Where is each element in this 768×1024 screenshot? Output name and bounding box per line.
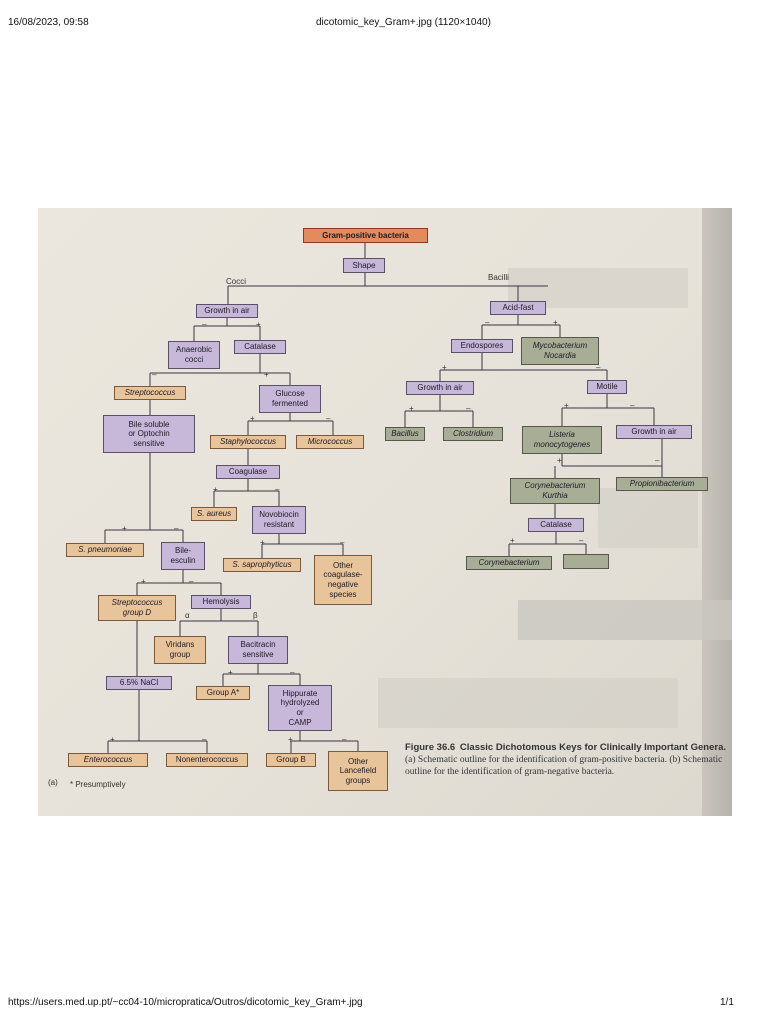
node-bacillus: Bacillus	[385, 427, 425, 441]
label-bacilli: Bacilli	[488, 273, 509, 282]
sign-plus-minus: +	[288, 735, 293, 744]
node-catalase-1: Catalase	[234, 340, 286, 354]
node-root: Gram-positive bacteria	[303, 228, 428, 243]
sign-plus-minus: +	[228, 668, 233, 677]
caption-text: (a) Schematic outline for the identification of gram-positive bacteria. (b) Schematic outline for the identification of gram-negative bacteria.	[405, 755, 723, 777]
sign-plus-minus: +	[110, 735, 115, 744]
node-hippurate: Hippurate hydrolyzed or CAMP	[268, 685, 332, 731]
print-page-number: 1/1	[720, 997, 734, 1008]
label-cocci: Cocci	[226, 277, 247, 286]
node-corynebacterium: Corynebacterium	[466, 556, 552, 570]
sign-plus-minus: –	[466, 404, 471, 413]
node-growth-air-bacilli: Growth in air	[406, 381, 474, 395]
sign-plus-minus: +	[260, 538, 265, 547]
node-listeria: Listeria monocytogenes	[522, 426, 602, 454]
node-bacitracin: Bacitracin sensitive	[228, 636, 288, 664]
node-staphylococcus: Staphylococcus	[210, 435, 286, 449]
node-coagulase: Coagulase	[216, 465, 280, 479]
sign-plus-minus: –	[202, 735, 207, 744]
node-hemolysis: Hemolysis	[191, 595, 251, 609]
node-mycobacterium: Mycobacterium Nocardia	[521, 337, 599, 365]
sign-plus-minus: –	[290, 668, 295, 677]
node-motile: Motile	[587, 380, 627, 394]
node-clostridium: Clostridium	[443, 427, 503, 441]
node-glucose-fermented: Glucose fermented	[259, 385, 321, 413]
sign-plus-minus: +	[564, 401, 569, 410]
label-panel-a: (a)	[48, 778, 58, 787]
node-anaerobic-cocci: Anaerobic cocci	[168, 341, 220, 369]
node-bile-esculin: Bile- esculin	[161, 542, 205, 570]
node-novobiocin: Novobiocin resistant	[252, 506, 306, 534]
sign-plus-minus: +	[553, 318, 558, 327]
node-growth-air-3: Growth in air	[616, 425, 692, 439]
node-acid-fast: Acid-fast	[490, 301, 546, 315]
sign-plus-minus: +	[557, 456, 562, 465]
sign-plus-minus: –	[655, 456, 660, 465]
sign-plus-minus: –	[579, 536, 584, 545]
print-datetime: 16/08/2023, 09:58	[8, 17, 89, 28]
caption-figure-number: Figure 36.6	[405, 742, 456, 753]
sign-plus-minus: +	[409, 404, 414, 413]
node-corynebacterium-kurthia: Corynebacterium Kurthia	[510, 478, 600, 504]
sign-plus-minus: –	[342, 735, 347, 744]
sign-plus-minus: –	[152, 370, 157, 379]
node-s-saprophyticus: S. saprophyticus	[223, 558, 301, 572]
sign-plus-minus: –	[340, 538, 345, 547]
sign-plus-minus: –	[189, 577, 194, 586]
sign-plus-minus: –	[485, 318, 490, 327]
sign-plus-minus: +	[250, 414, 255, 423]
node-catalase-2: Catalase	[528, 518, 584, 532]
figure-caption	[405, 742, 732, 778]
node-group-a: Group A*	[196, 686, 250, 700]
figure-photo	[38, 208, 732, 816]
sign-plus-minus: +	[213, 485, 218, 494]
print-url: https://users.med.up.pt/~cc04-10/micropratica/Outros/dicotomic_key_Gram+.jpg	[8, 997, 363, 1008]
print-title: dicotomic_key_Gram+.jpg (1120×1040)	[316, 17, 491, 28]
sign-plus-minus: –	[202, 320, 207, 329]
node-blank	[563, 554, 609, 569]
sign-plus-minus: –	[275, 485, 280, 494]
node-strep-group-d: Streptococcus group D	[98, 595, 176, 621]
sign-plus-minus: +	[510, 536, 515, 545]
node-other-coagulase: Other coagulase- negative species	[314, 555, 372, 605]
sign-plus-minus: –	[630, 401, 635, 410]
node-s-pneumoniae: S. pneumoniae	[66, 543, 144, 557]
node-propionibacterium: Propionibacterium	[616, 477, 708, 491]
sign-plus-minus: +	[264, 370, 269, 379]
label-footnote: * Presumptively	[70, 780, 126, 789]
sign-plus-minus: +	[122, 524, 127, 533]
sign-plus-minus: +	[141, 577, 146, 586]
node-nacl: 6.5% NaCl	[106, 676, 172, 690]
node-bile-soluble: Bile soluble or Optochin sensitive	[103, 415, 195, 453]
node-group-b: Group B	[266, 753, 316, 767]
sign-plus-minus: +	[256, 320, 261, 329]
sign-plus-minus: –	[326, 414, 331, 423]
sign-plus-minus: –	[596, 363, 601, 372]
node-s-aureus: S. aureus	[191, 507, 237, 521]
node-micrococcus: Micrococcus	[296, 435, 364, 449]
sign-plus-minus: –	[174, 524, 179, 533]
node-enterococcus: Enterococcus	[68, 753, 148, 767]
node-shape: Shape	[343, 258, 385, 273]
node-streptococcus: Streptococcus	[114, 386, 186, 400]
node-other-lancefield: Other Lancefield groups	[328, 751, 388, 791]
node-viridans: Viridans group	[154, 636, 206, 664]
label-alpha: α	[185, 611, 190, 620]
node-growth-air-cocci: Growth in air	[196, 304, 258, 318]
connector-lines	[38, 208, 732, 816]
node-nonenterococcus: Nonenterococcus	[166, 753, 248, 767]
sign-plus-minus: +	[442, 363, 447, 372]
caption-title: Classic Dichotomous Keys for Clinically Important Genera.	[459, 742, 726, 753]
label-beta: β	[253, 611, 258, 620]
node-endospores: Endospores	[451, 339, 513, 353]
